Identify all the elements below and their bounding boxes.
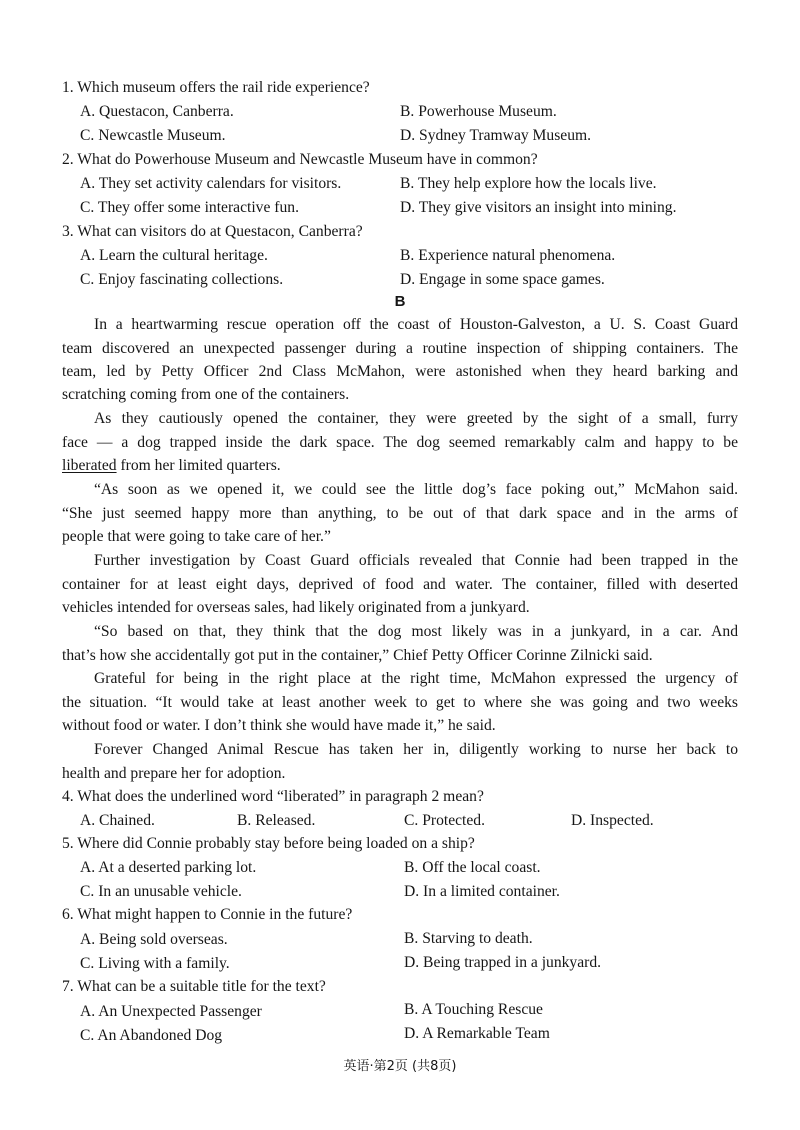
q4-option-b: B. Released. xyxy=(237,812,316,829)
q6-option-c: C. Living with a family. xyxy=(80,955,230,972)
passage-line: face — a dog trapped inside the dark space. The dog seemed remarkably calm and happy to be xyxy=(62,434,738,451)
passage-line: scratching coming from one of the containers. xyxy=(62,386,350,403)
q7-option-b: B. A Touching Rescue xyxy=(404,1001,543,1018)
passage-line: the situation. “It would take at least another week to get to where she was going and two weeks xyxy=(62,694,738,711)
q5-option-a: A. At a deserted parking lot. xyxy=(80,859,257,876)
passage-line: that’s how she accidentally got put in the container,” Chief Petty Officer Corinne Zilnicki said. xyxy=(62,647,653,664)
passage-line: “She just seemed happy more than anything, to be out of that dark space and in the arms of xyxy=(62,505,738,522)
passage-line: Grateful for being in the right place at the right time, McMahon expressed the urgency of xyxy=(94,670,738,687)
question-3: 3. What can visitors do at Questacon, Canberra? xyxy=(62,223,363,240)
q7-option-c: C. An Abandoned Dog xyxy=(80,1027,223,1044)
question-7: 7. What can be a suitable title for the text? xyxy=(62,978,326,995)
passage-line xyxy=(62,456,738,476)
q4-option-d: D. Inspected. xyxy=(571,812,654,829)
passage-line: “So based on that, they think that the dog most likely was in a junkyard, in a car. And xyxy=(94,623,738,640)
q3-option-d: D. Engage in some space games. xyxy=(400,271,605,288)
question-1: 1. Which museum offers the rail ride experience? xyxy=(62,79,370,96)
q1-option-b: B. Powerhouse Museum. xyxy=(400,103,557,120)
q2-option-d: D. They give visitors an insight into mining. xyxy=(400,199,677,216)
passage-line: without food or water. I don’t think she would have made it,” he said. xyxy=(62,717,496,734)
question-2: 2. What do Powerhouse Museum and Newcastle Museum have in common? xyxy=(62,151,538,168)
q6-option-d: D. Being trapped in a junkyard. xyxy=(404,954,602,971)
q6-option-b: B. Starving to death. xyxy=(404,930,533,947)
passage-line: Forever Changed Animal Rescue has taken her in, diligently working to nurse her back to xyxy=(94,741,738,758)
q4-option-c: C. Protected. xyxy=(404,812,485,829)
q7-option-d: D. A Remarkable Team xyxy=(404,1025,550,1042)
q7-option-a: A. An Unexpected Passenger xyxy=(80,1003,262,1020)
q3-option-a: A. Learn the cultural heritage. xyxy=(80,247,268,264)
q1-option-c: C. Newcastle Museum. xyxy=(80,127,226,144)
q2-option-a: A. They set activity calendars for visitors. xyxy=(80,175,342,192)
section-heading: B xyxy=(394,293,406,310)
passage-line: team discovered an unexpected passenger during a routine inspection of shipping containers. The xyxy=(62,340,738,357)
underlined-word: liberated xyxy=(62,457,117,474)
question-4: 4. What does the underlined word “liberated” in paragraph 2 mean? xyxy=(62,788,484,805)
passage-line: people that were going to take care of her.” xyxy=(62,528,331,545)
passage-line: container for at least eight days, deprived of food and water. The container, filled with deserted xyxy=(62,576,738,593)
q4-option-a: A. Chained. xyxy=(80,812,155,829)
q5-option-c: C. In an unusable vehicle. xyxy=(80,883,242,900)
q5-option-b: B. Off the local coast. xyxy=(404,859,541,876)
passage-line: “As soon as we opened it, we could see the little dog’s face poking out,” McMahon said. xyxy=(94,481,738,498)
question-6: 6. What might happen to Connie in the future? xyxy=(62,906,353,923)
passage-line: health and prepare her for adoption. xyxy=(62,765,286,782)
question-5: 5. Where did Connie probably stay before being loaded on a ship? xyxy=(62,835,475,852)
q1-option-a: A. Questacon, Canberra. xyxy=(80,103,234,120)
q3-option-b: B. Experience natural phenomena. xyxy=(400,247,616,264)
q3-option-c: C. Enjoy fascinating collections. xyxy=(80,271,284,288)
passage-line: vehicles intended for overseas sales, had likely originated from a junkyard. xyxy=(62,599,530,616)
passage-text: from her limited quarters. xyxy=(116,457,281,474)
q1-option-d: D. Sydney Tramway Museum. xyxy=(400,127,592,144)
passage-line: team, led by Petty Officer 2nd Class McMahon, were astonished when they heard barking and xyxy=(62,363,738,380)
q2-option-c: C. They offer some interactive fun. xyxy=(80,199,299,216)
passage-line: As they cautiously opened the container, they were greeted by the sight of a small, furry xyxy=(94,410,738,427)
passage-line: Further investigation by Coast Guard officials revealed that Connie had been trapped in the xyxy=(94,552,738,569)
q6-option-a: A. Being sold overseas. xyxy=(80,931,228,948)
q5-option-d: D. In a limited container. xyxy=(404,883,560,900)
q2-option-b: B. They help explore how the locals live. xyxy=(400,175,657,192)
page-footer: 英语·第2页 (共8页) xyxy=(343,1059,457,1074)
passage-line: In a heartwarming rescue operation off the coast of Houston-Galveston, a U. S. Coast Guard xyxy=(94,316,738,333)
